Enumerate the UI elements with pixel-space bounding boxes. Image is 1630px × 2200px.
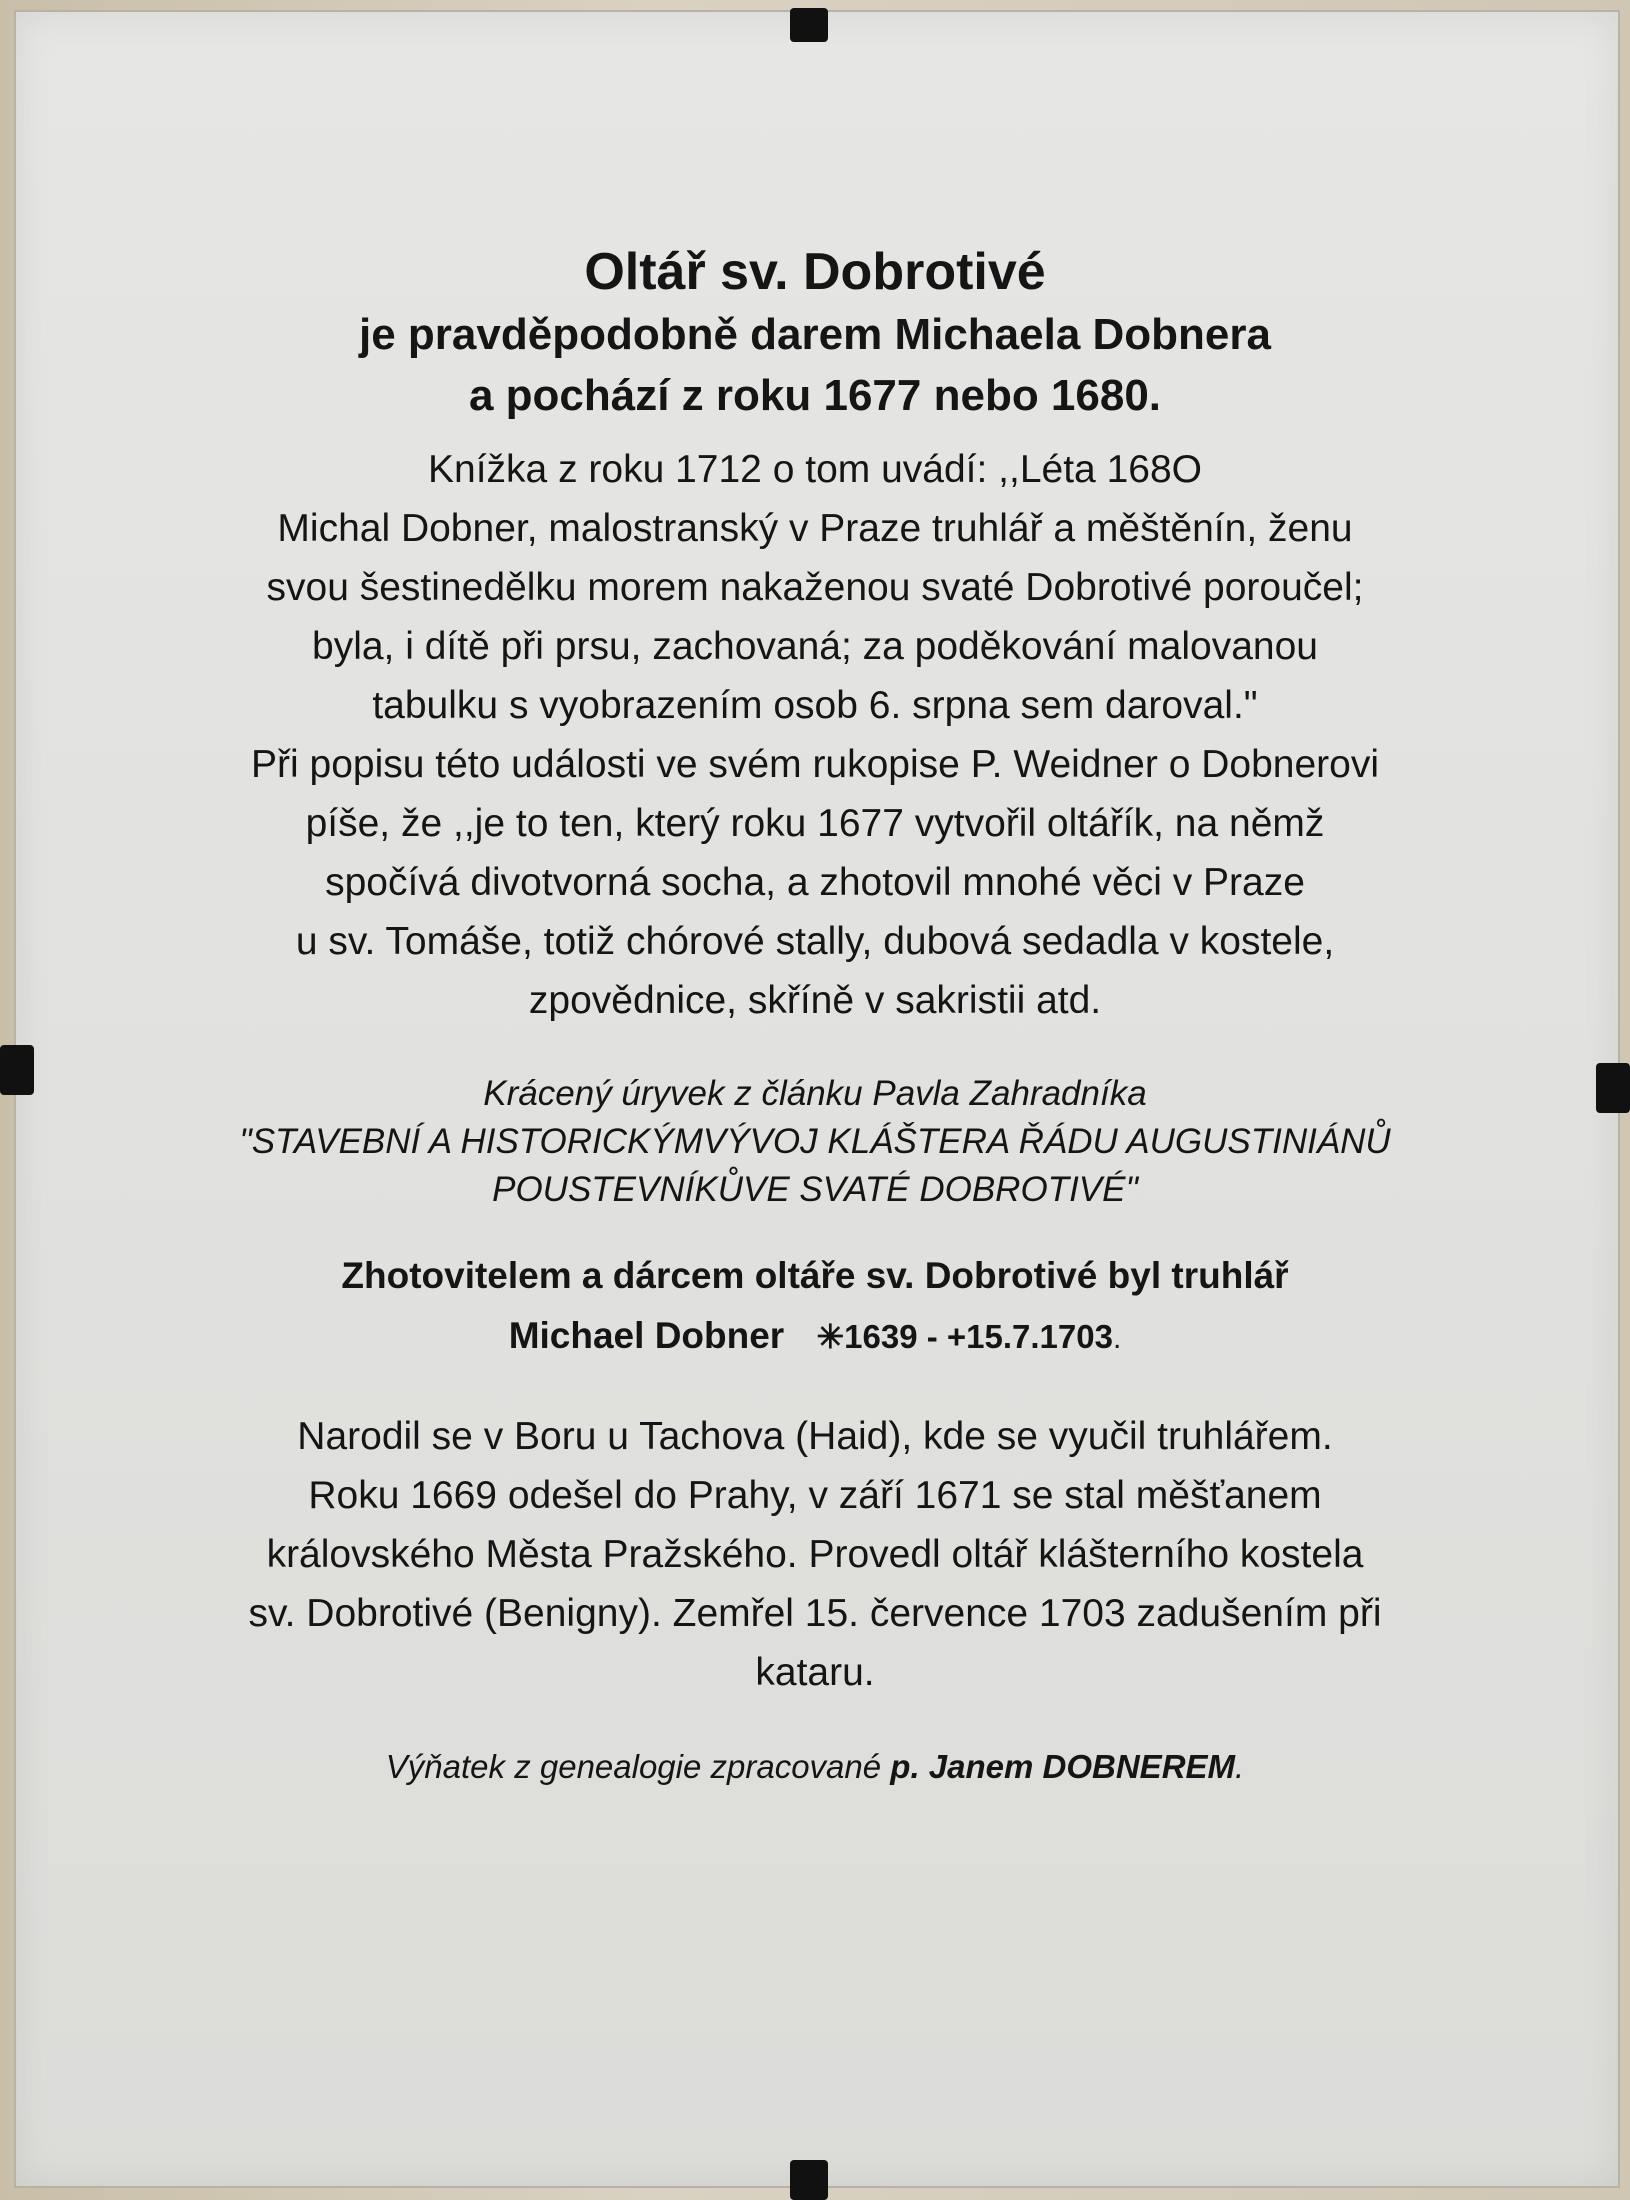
maker-statement xyxy=(50,1246,1580,1369)
body-line: svou šestinedělku morem nakaženou svaté Dobrotivé poroučel; xyxy=(266,566,1364,609)
maker-line-name xyxy=(50,1306,1580,1369)
body-line: Michal Dobner, malostranský v Praze truhlář a měštěnín, ženu xyxy=(277,507,1353,550)
bio-line: Narodil se v Boru u Tachova (Haid), kde se vyučil truhlářem. xyxy=(297,1415,1333,1458)
plaque-title xyxy=(50,240,1580,304)
plaque-text xyxy=(50,240,1580,1790)
bio-line: sv. Dobrotivé (Benigny). Zemřel 15. července 1703 zadušením při xyxy=(248,1592,1382,1635)
frame-clip-top xyxy=(790,8,828,42)
maker-dot: . xyxy=(1112,1322,1122,1355)
citation-line: "STAVEBNÍ A HISTORICKÝMVÝVOJ KLÁŠTERA ŘÁDU AUGUSTINIÁNŮ xyxy=(239,1122,1391,1161)
body-line: Při popisu této události ve svém rukopise P. Weidner o Dobnerovi xyxy=(251,743,1379,786)
biography-paragraph xyxy=(50,1407,1580,1702)
frame-clip-left xyxy=(0,1045,34,1095)
bio-line: Roku 1669 odešel do Prahy, v září 1671 se stal měšťanem xyxy=(308,1474,1322,1517)
bio-line: kataru. xyxy=(755,1651,875,1694)
footer-prefix: Výňatek z genealogie zpracované xyxy=(385,1748,891,1785)
body-line: spočívá divotvorná socha, a zhotovil mnohé věci v Praze xyxy=(325,861,1305,904)
body-line: tabulku s vyobrazením osob 6. srpna sem daroval." xyxy=(372,684,1258,727)
title-line: Oltář sv. Dobrotivé xyxy=(584,243,1046,301)
footer-line xyxy=(50,1744,1580,1790)
citation-line: POUSTEVNÍKŮVE SVATÉ DOBROTIVÉ" xyxy=(492,1170,1138,1209)
subtitle-line: je pravděpodobně darem Michaela Dobnera xyxy=(358,310,1271,359)
citation-line: Krácený úryvek z článku Pavla Zahradníka xyxy=(483,1074,1147,1113)
body-line: píše, že ,,je to ten, který roku 1677 vytvořil oltářík, na němž xyxy=(305,802,1325,845)
bio-line: královského Města Pražského. Provedl oltář klášterního kostela xyxy=(266,1533,1364,1576)
frame-clip-right xyxy=(1596,1063,1630,1113)
body-line: zpovědnice, skříně v sakristii atd. xyxy=(528,979,1102,1022)
source-citation xyxy=(50,1070,1580,1214)
footer-author: p. Janem DOBNEREM xyxy=(890,1748,1236,1785)
body-line: byla, i dítě při prsu, zachovaná; za poděkování malovanou xyxy=(312,625,1318,668)
genealogy-credit xyxy=(50,1744,1580,1790)
maker-name: Michael Dobner xyxy=(508,1315,785,1356)
maker-dates: ✳1639 - +15.7.1703 xyxy=(816,1318,1113,1355)
frame-clip-bottom xyxy=(790,2160,828,2200)
body-line: Knížka z roku 1712 o tom uvádí: ,,Léta 168O xyxy=(428,448,1202,491)
maker-line: Zhotovitelem a dárcem oltáře sv. Dobrotivé byl truhlář xyxy=(341,1255,1289,1296)
plaque-subtitle xyxy=(50,304,1580,426)
history-paragraph xyxy=(50,440,1580,1030)
body-line: u sv. Tomáše, totiž chórové stally, dubová sedadla v kostele, xyxy=(295,920,1335,963)
subtitle-line: a pochází z roku 1677 nebo 1680. xyxy=(468,371,1162,420)
footer-suffix: . xyxy=(1235,1748,1245,1785)
